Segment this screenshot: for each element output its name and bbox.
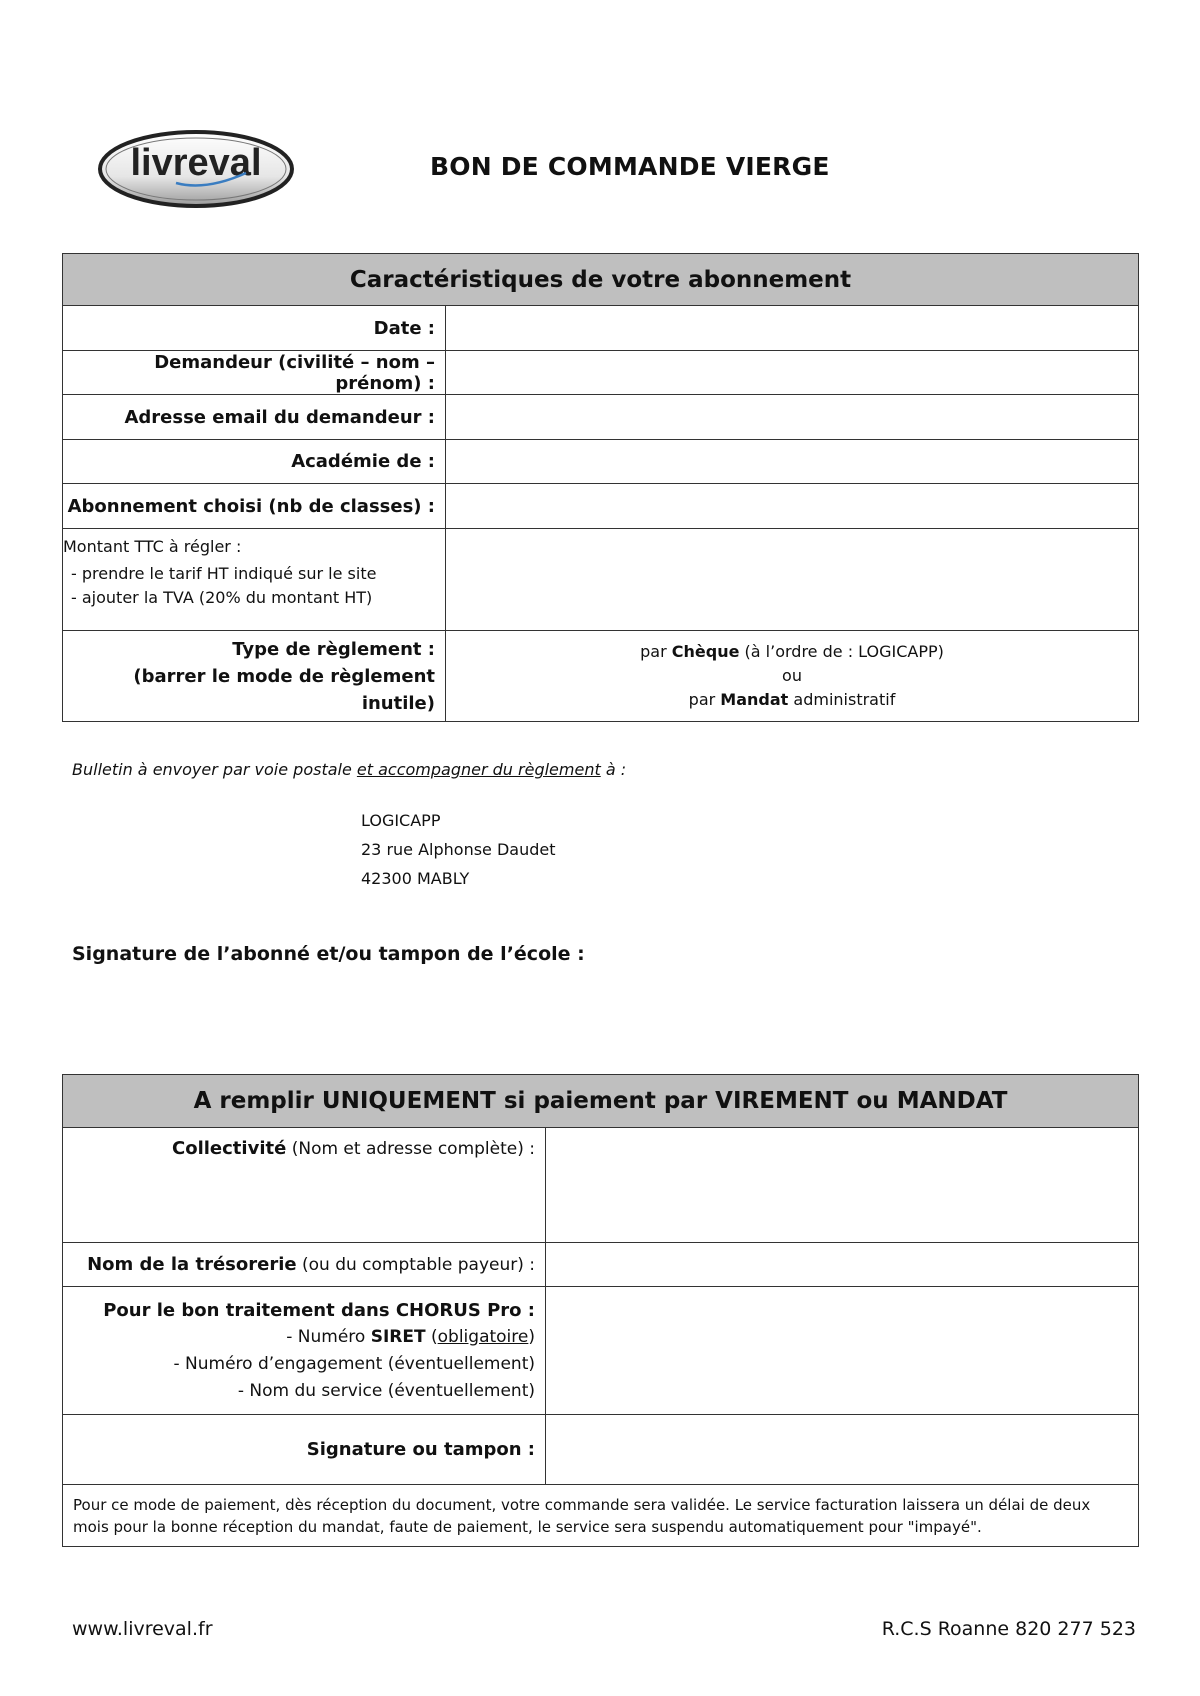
page-title: BON DE COMMANDE VIERGE — [430, 152, 830, 181]
subscription-choice-label: Abonnement choisi (nb de classes) : — [63, 484, 446, 529]
rcs-number: R.C.S Roanne 820 277 523 — [881, 1618, 1136, 1640]
email-field[interactable] — [446, 395, 1139, 440]
address-line-2: 23 rue Alphonse Daudet — [361, 840, 556, 859]
email-label: Adresse email du demandeur : — [63, 395, 446, 440]
amount-field[interactable] — [446, 529, 1139, 631]
amount-label: Montant TTC à régler : — [63, 537, 242, 556]
chorus-title: Pour le bon traitement dans CHORUS Pro : — [103, 1299, 535, 1321]
collectivity-field[interactable] — [546, 1128, 1139, 1243]
payment-options — [446, 631, 1139, 722]
payment-option-cheque[interactable]: par Chèque (à l’ordre de : LOGICAPP) — [640, 642, 944, 661]
subscription-choice-field[interactable] — [446, 484, 1139, 529]
payment-option-mandat[interactable]: par Mandat administratif — [688, 690, 896, 709]
chorus-field[interactable] — [546, 1287, 1139, 1415]
treasury-label: Nom de la trésorerie (ou du comptable payeur) : — [63, 1243, 546, 1287]
academy-field[interactable] — [446, 440, 1139, 484]
signature-stamp-field[interactable] — [546, 1415, 1139, 1485]
amount-note-2: - ajouter la TVA (20% du montant HT) — [71, 588, 373, 607]
website-link[interactable]: www.livreval.fr — [72, 1618, 213, 1640]
address-line-3: 42300 MABLY — [361, 869, 470, 888]
postal-address — [361, 806, 556, 893]
subscription-header: Caractéristiques de votre abonnement — [63, 254, 1139, 306]
requester-label: Demandeur (civilité – nom – prénom) : — [63, 351, 446, 395]
postal-instructions: Bulletin à envoyer par voie postale et accompagner du règlement à : — [72, 760, 627, 779]
chorus-cell — [63, 1287, 546, 1415]
address-line-1: LOGICAPP — [361, 811, 441, 830]
chorus-engagement: - Numéro d’engagement (éventuellement) — [173, 1353, 535, 1374]
date-field[interactable] — [446, 306, 1139, 351]
chorus-service: - Nom du service (éventuellement) — [237, 1380, 535, 1401]
chorus-siret: - Numéro SIRET (obligatoire) — [286, 1326, 535, 1347]
payment-type-cell — [63, 631, 446, 722]
logo-text: livreval — [130, 142, 262, 184]
livreval-logo — [96, 127, 296, 209]
amount-cell — [63, 529, 446, 631]
signature-stamp-label: Signature ou tampon : — [63, 1415, 546, 1485]
transfer-note: Pour ce mode de paiement, dès réception du document, votre commande sera validée. Le service facturation laissera un délai de deux mois pour la bonne réception du mandat, faute de paiement, le service sera suspendu automatiquement pour "impayé". — [63, 1485, 1139, 1547]
academy-label: Académie de : — [63, 440, 446, 484]
payment-type-label: Type de règlement : — [232, 638, 435, 660]
subscription-table — [62, 253, 1139, 722]
collectivity-label: Collectivité (Nom et adresse complète) : — [63, 1128, 546, 1243]
treasury-field[interactable] — [546, 1243, 1139, 1287]
amount-note-1: - prendre le tarif HT indiqué sur le site — [71, 564, 377, 583]
subscriber-signature-label: Signature de l’abonné et/ou tampon de l’école : — [72, 943, 585, 965]
date-label: Date : — [63, 306, 446, 351]
transfer-table — [62, 1074, 1139, 1547]
requester-field[interactable] — [446, 351, 1139, 395]
payment-option-or: ou — [782, 666, 802, 685]
payment-type-hint: (barrer le mode de règlement inutile) — [133, 665, 435, 714]
transfer-header: A remplir UNIQUEMENT si paiement par VIREMENT ou MANDAT — [63, 1075, 1139, 1128]
